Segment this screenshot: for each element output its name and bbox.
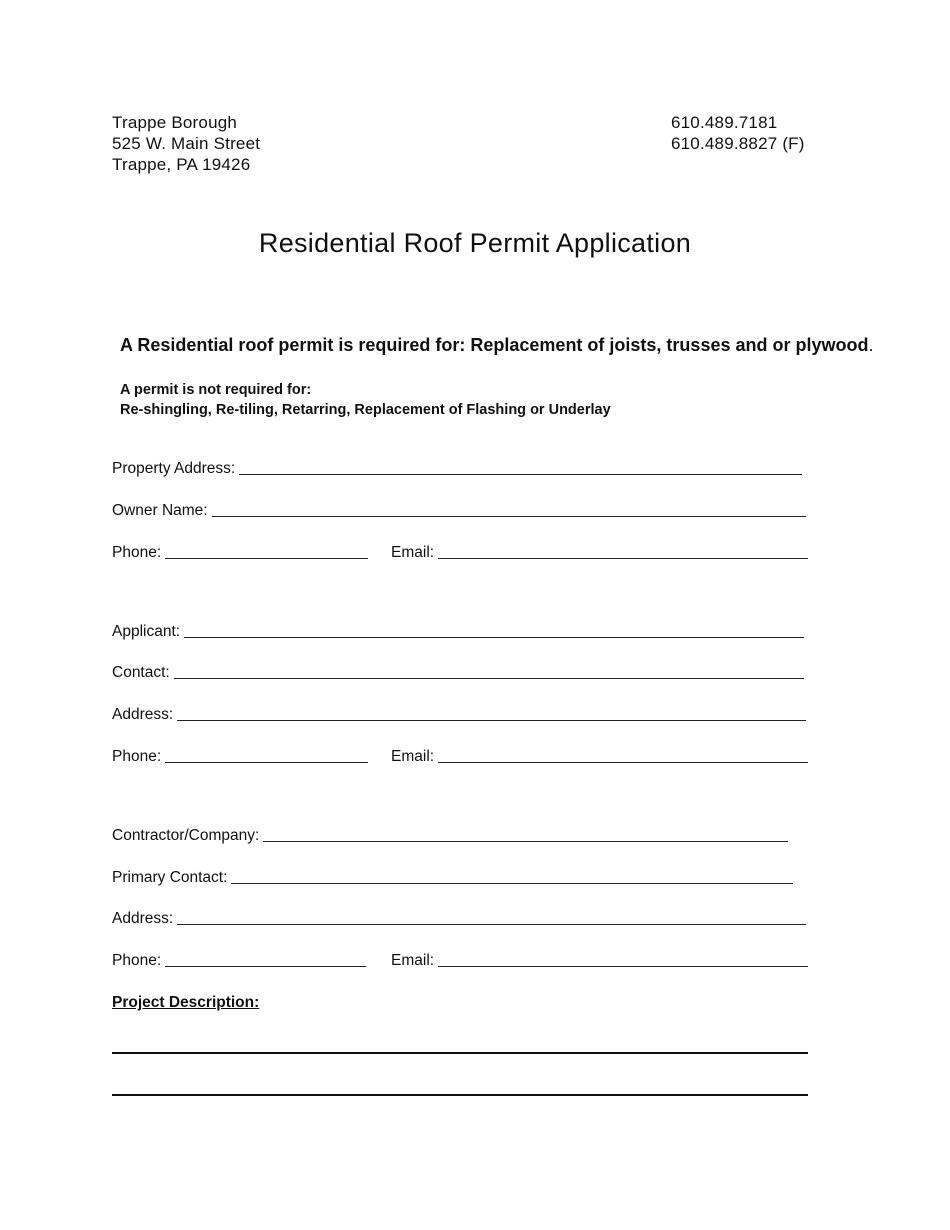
applicant-phone-label: Phone: — [112, 748, 162, 765]
property-address-line[interactable] — [239, 474, 802, 475]
applicant-contact-field[interactable] — [112, 664, 804, 682]
page-title: Residential Roof Permit Application — [258, 228, 692, 258]
applicant-phone-line[interactable] — [165, 762, 368, 763]
contractor-company-line[interactable] — [263, 841, 788, 842]
contractor-address-line[interactable] — [177, 924, 806, 925]
applicant-email-line[interactable] — [438, 762, 808, 763]
street-address: 525 W. Main Street — [112, 134, 261, 153]
applicant-address-line[interactable] — [177, 720, 806, 721]
applicant-label: Applicant: — [112, 623, 181, 640]
borough-address — [112, 112, 260, 175]
contractor-phone-line[interactable] — [165, 966, 366, 967]
not-required-items: Re-shingling, Re-tiling, Retarring, Replacement of Flashing or Underlay — [120, 402, 611, 418]
contractor-phone-label: Phone: — [112, 952, 162, 969]
project-description-line-1[interactable] — [112, 1052, 808, 1054]
org-name: Trappe Borough — [112, 113, 238, 132]
owner-name-label: Owner Name: — [112, 502, 208, 519]
phone-number: 610.489.7181 — [671, 113, 778, 132]
fax-number: 610.489.8827 (F) — [671, 134, 805, 153]
project-description-label: Project Description: — [112, 994, 260, 1011]
contractor-company-field[interactable] — [112, 827, 788, 845]
owner-name-field[interactable] — [112, 502, 806, 520]
project-description-line-2[interactable] — [112, 1094, 808, 1096]
owner-email-line[interactable] — [438, 558, 808, 559]
permit-required-period: . — [868, 335, 874, 355]
owner-phone-label: Phone: — [112, 544, 162, 561]
owner-email-field[interactable] — [391, 544, 808, 562]
contractor-email-label: Email: — [391, 952, 435, 969]
contractor-address-label: Address: — [112, 910, 174, 927]
borough-contact — [671, 112, 805, 154]
contractor-address-field[interactable] — [112, 910, 806, 928]
contractor-phone-field[interactable] — [112, 952, 366, 970]
applicant-address-label: Address: — [112, 706, 174, 723]
city-state-zip: Trappe, PA 19426 — [112, 155, 251, 174]
owner-phone-field[interactable] — [112, 544, 368, 562]
applicant-line[interactable] — [184, 637, 804, 638]
owner-phone-line[interactable] — [165, 558, 368, 559]
applicant-contact-label: Contact: — [112, 664, 170, 681]
primary-contact-label: Primary Contact: — [112, 869, 228, 886]
applicant-contact-line[interactable] — [174, 678, 804, 679]
permit-not-required — [120, 380, 611, 420]
permit-required-lead: A Residential roof permit is required for: Replacement of joists, trusses and or plywood — [120, 335, 869, 355]
primary-contact-line[interactable] — [231, 883, 793, 884]
property-address-label: Property Address: — [112, 460, 236, 477]
contractor-email-field[interactable] — [391, 952, 808, 970]
not-required-heading: A permit is not required for: — [120, 382, 312, 398]
applicant-address-field[interactable] — [112, 706, 806, 724]
primary-contact-field[interactable] — [112, 869, 793, 887]
owner-email-label: Email: — [391, 544, 435, 561]
applicant-field[interactable] — [112, 623, 804, 641]
applicant-phone-field[interactable] — [112, 748, 368, 766]
contractor-company-label: Contractor/Company: — [112, 827, 260, 844]
owner-name-line[interactable] — [212, 516, 806, 517]
permit-required-text — [120, 335, 873, 356]
property-address-field[interactable] — [112, 460, 802, 478]
contractor-email-line[interactable] — [438, 966, 808, 967]
applicant-email-label: Email: — [391, 748, 435, 765]
applicant-email-field[interactable] — [391, 748, 808, 766]
